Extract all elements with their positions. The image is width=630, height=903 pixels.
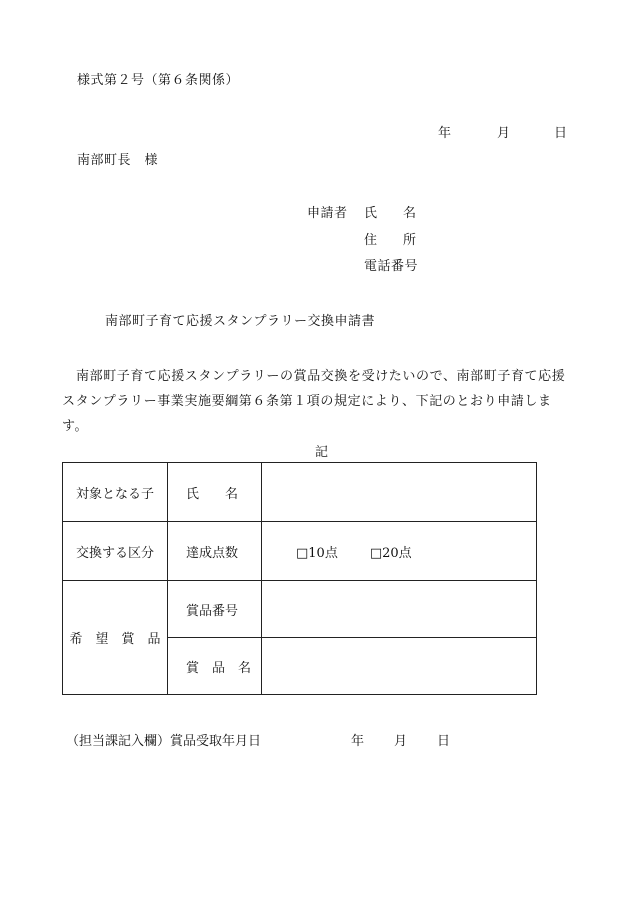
row-sub-prize-number: 賞品番号 <box>168 581 262 638</box>
body-paragraph <box>62 364 572 439</box>
applicant-phone-label: 電話番号 <box>364 259 419 274</box>
row-label-target-child: 対象となる子 <box>63 463 168 522</box>
footer-day-label: 日 <box>437 734 451 749</box>
row-sub-points: 達成点数 <box>168 522 262 581</box>
table-row-target-child <box>63 463 537 522</box>
footer-year-label: 年 <box>351 734 365 749</box>
ki-heading: 記 <box>315 445 329 460</box>
date-year-label: 年 <box>438 126 452 141</box>
addressee: 南部町長 様 <box>77 153 159 168</box>
prize-number-field[interactable] <box>262 581 537 638</box>
child-name-field[interactable] <box>262 463 537 522</box>
applicant-name-label: 氏 名 <box>364 206 417 221</box>
row-label-desired-prize: 希 望 賞 品 <box>63 581 168 695</box>
form-number: 様式第２号（第６条関係） <box>77 73 240 88</box>
date-month-label: 月 <box>497 126 511 141</box>
footer-label: （担当課記入欄）賞品受取年月日 <box>66 734 262 749</box>
applicant-address-label: 住 所 <box>364 233 417 248</box>
table-row-prize-number <box>63 581 537 638</box>
prize-name-field[interactable] <box>262 638 537 695</box>
row-label-exchange-category: 交換する区分 <box>63 522 168 581</box>
footer-month-label: 月 <box>394 734 408 749</box>
application-table <box>62 462 537 695</box>
applicant-heading: 申請者 <box>307 206 348 221</box>
row-sub-child-name: 氏 名 <box>168 463 262 522</box>
checkbox-10-points[interactable]: □10点 <box>296 545 338 561</box>
checkbox-20-points[interactable]: □20点 <box>369 545 412 561</box>
document-title: 南部町子育て応援スタンプラリー交換申請書 <box>105 314 376 329</box>
points-options <box>262 522 537 581</box>
table-row-exchange-category <box>63 522 537 581</box>
date-day-label: 日 <box>554 126 568 141</box>
body-text: 南部町子育て応援スタンプラリーの賞品交換を受けたいので、南部町子育て応援スタンプラリー事業実施要綱第６条第１項の規定により、下記のとおり申請します。 <box>62 369 566 434</box>
row-sub-prize-name: 賞 品 名 <box>168 638 262 695</box>
